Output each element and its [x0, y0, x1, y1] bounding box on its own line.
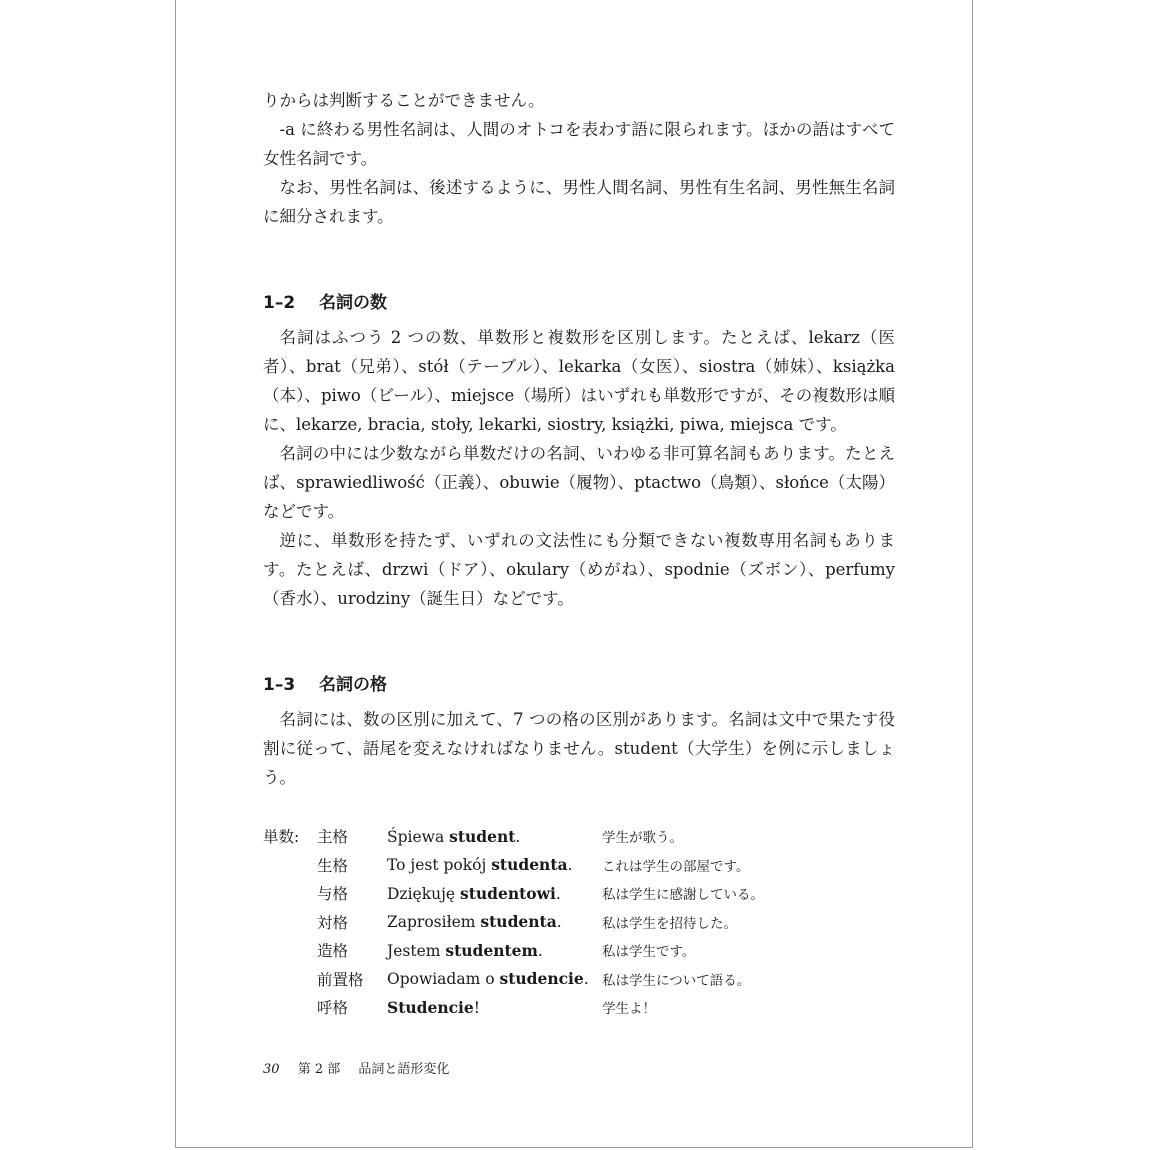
example-sentence: Dziękuję studentowi. [387, 883, 561, 903]
case-name: 前置格 [317, 970, 364, 989]
paragraph: -a に終わる男性名詞は、人間のオトコを表わす語に限られます。ほかの語はすべて 女性名詞です。 [263, 120, 895, 168]
case-table [263, 822, 895, 1022]
translation: 私は学生に感謝している。 [602, 887, 764, 904]
example-sentence: Zaprosiłem studenta. [387, 912, 562, 932]
table-row [263, 879, 895, 908]
translation: これは学生の部屋です。 [602, 858, 750, 875]
case-name: 対格 [317, 913, 349, 932]
table-row [263, 851, 895, 880]
paragraph: りからは判断することができません。 [263, 91, 545, 110]
table-row [263, 965, 895, 994]
chapter-title: 品詞と語形変化 [358, 1062, 450, 1077]
case-name: 主格 [317, 828, 349, 847]
section-heading [263, 671, 895, 699]
number-label: 単数: [263, 828, 300, 847]
example-sentence: Jestem studentem. [387, 940, 543, 960]
part-label: 第 2 部 [297, 1062, 341, 1077]
section-heading [263, 289, 895, 317]
case-name: 与格 [317, 885, 349, 904]
paragraph: 逆に、単数形を持たず、いずれの文法性にも分類できない複数専用名詞もあります。たとえば、drzwi（ドア）、okulary（めがね）、spodnie（ズボン）、perfumy（香水）、urodziny（誕生日）などです。 [263, 531, 895, 608]
paragraph: 名詞の中には少数ながら単数だけの名詞、いわゆる非可算名詞もあります。たとえば、sprawiedliwość（正義）、obuwie（履物）、ptactwo（鳥類）、słońce（太陽）などです。 [263, 444, 895, 521]
paragraph: なお、男性名詞は、後述するように、男性人間名詞、男性有生名詞、男性無生名詞に細分されます。 [263, 178, 895, 226]
case-name: 造格 [317, 942, 349, 961]
translation: 学生よ！ [602, 1001, 656, 1018]
paragraph: 名詞には、数の区別に加えて、7 つの格の区別があります。名詞は文中で果たす役割に従って、語尾を変えなければなりません。student（大学生）を例に示しましょう。 [263, 710, 895, 787]
translation: 私は学生を招待した。 [602, 915, 737, 932]
translation: 私は学生です。 [602, 944, 696, 961]
section-title: 名詞の格 [319, 675, 387, 695]
page-content [263, 86, 895, 1022]
case-name: 生格 [317, 856, 349, 875]
table-row [263, 936, 895, 965]
page-number: 30 [263, 1062, 280, 1077]
section-number: 1–3 [263, 675, 296, 695]
section-number: 1–2 [263, 293, 296, 313]
section-title: 名詞の数 [319, 293, 387, 313]
paragraph: 名詞はふつう 2 つの数、単数形と複数形を区別します。たとえば、lekarz（医者）、brat（兄弟）、stół（テーブル）、lekarka（女医）、siostra（姉妹）、książka（本）、piwo（ビール）、miejsce（場所）はいずれも単数形ですが、その複数形は順に、lekarze, bracia, stoły, lekarki, siostry, książki, piwa, miejsca です。 [263, 328, 895, 434]
example-sentence: Śpiewa student. [387, 826, 521, 846]
book-page [175, 0, 973, 1148]
case-name: 呼格 [317, 999, 349, 1018]
example-sentence: To jest pokój studenta. [387, 855, 573, 875]
example-sentence: Opowiadam o studencie. [387, 969, 589, 989]
table-row [263, 993, 895, 1022]
translation: 学生が歌う。 [602, 830, 683, 847]
table-row [263, 908, 895, 937]
example-sentence: Studencie! [387, 997, 481, 1017]
page-footer [263, 1058, 463, 1077]
table-row [263, 822, 895, 851]
translation: 私は学生について語る。 [602, 972, 751, 989]
